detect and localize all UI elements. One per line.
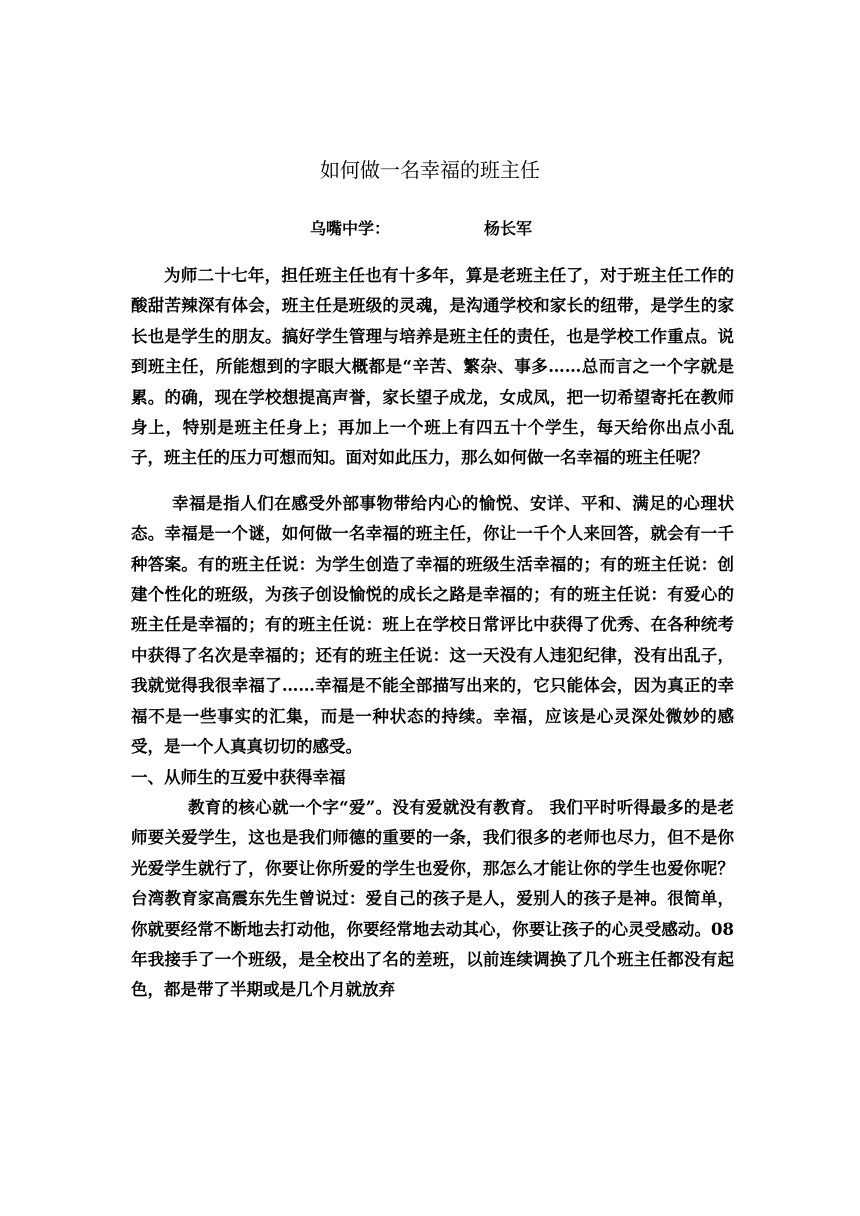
document-title: 如何做一名幸福的班主任: [320, 158, 540, 182]
paragraph: 教育的核心就一个字“爱”。没有爱就没有教育。 我们平时听得最多的是老师要关爱学生，这也是我们师德的重要的一条，我们很多的老师也尽力，但不是你光爱学生就行了，你要让你所爱的学生也爱你，那怎么才能让你的学生也爱你呢？台湾教育家高震东先生曾说过：爱自己的孩子是人，爱别人的孩子是神。很简单，你就要经常不断地去打动他，你要经常地去动其心，你要让孩子的心灵受感动。08年我接手了一个班级，是全校出了名的差班，以前连续调换了几个班主任都没有起色，都是带了半期或是几个月就放弃: [131, 797, 734, 1000]
paragraph: 幸福是指人们在感受外部事物带给内心的愉悦、安详、平和、满足的心理状态。幸福是一个谜，如何做一名幸福的班主任，你让一千个人来回答，就会有一千种答案。有的班主任说：为学生创造了幸福的班级生活幸福的；有的班主任说：创建个性化的班级，为孩子创设愉悦的成长之路是幸福的；有的班主任说：有爱心的班主任是幸福的；有的班主任说：班上在学校日常评比中获得了优秀、在各种统考中获得了名次是幸福的；还有的班主任说：这一天没有人违犯纪律，没有出乱子，我就觉得我很幸福了……幸福是不能全部描写出来的，它只能体会，因为真正的幸福不是一些事实的汇集，而是一种状态的持续。幸福，应该是心灵深处微妙的感受，是一个人真真切切的感受。: [131, 493, 734, 757]
author-school: 乌嘴中学：: [310, 219, 391, 238]
author-name: 杨长军: [484, 219, 533, 238]
document-body: [131, 261, 734, 1006]
paragraph: 为师二十七年，担任班主任也有十多年，算是老班主任了，对于班主任工作的酸甜苦辣深有体会，班主任是班级的灵魂，是沟通学校和家长的纽带，是学生的家长也是学生的朋友。搞好学生管理与培养是班主任的责任，也是学校工作重点。说到班主任，所能想到的字眼大概都是“辛苦、繁杂、事多……总而言之一个字就是累。的确，现在学校想提高声誉，家长望子成龙，女成凤，把一切希望寄托在教师身上，特别是班主任身上；再加上一个班上有四五十个学生，每天给你出点小乱子，班主任的压力可想而知。面对如此压力，那么如何做一名幸福的班主任呢？: [131, 266, 734, 468]
author-line: [0, 216, 860, 242]
section-heading: 一、从师生的互爱中获得幸福: [131, 767, 346, 787]
